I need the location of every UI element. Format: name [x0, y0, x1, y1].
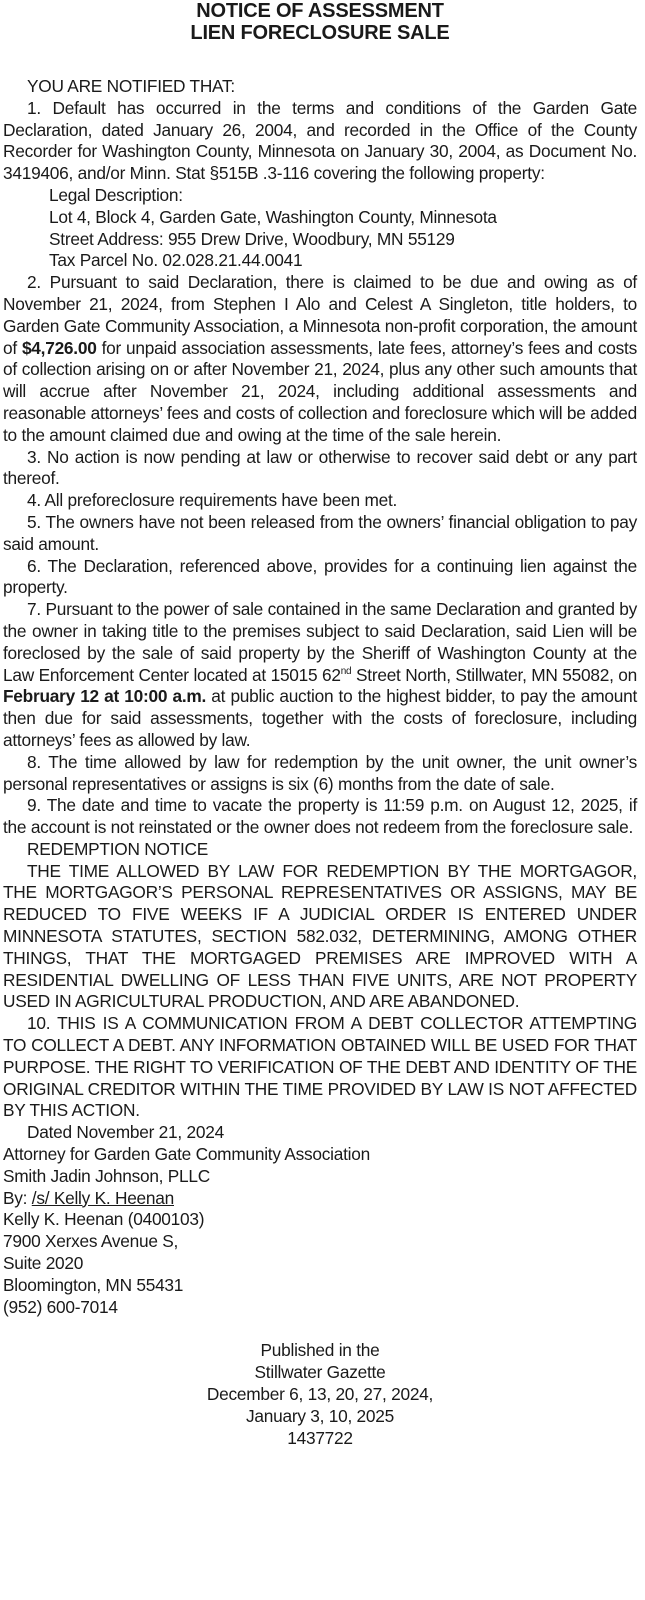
legal-line: Legal Description: — [49, 184, 183, 205]
text: 2. Pursuant to said Declaration, there is claimed to be due and owing as of November 21, 2024, from Stephen I Alo and Celest A Singleton, title holders, to Garden Gate Community Association, a Minnesota non-profit corporation, the amount of — [3, 272, 637, 358]
paragraph-5: 5. The owners have not been released from the owners’ financial obligation to pay said amount. — [3, 511, 637, 554]
signed-by — [3, 1188, 637, 1210]
address-line: Suite 2020 — [3, 1253, 84, 1274]
title-line: LIEN FORECLOSURE SALE — [190, 22, 450, 44]
text: at public auction to the highest bidder, to pay the amount then due for said assessments, together with the costs of foreclosure, including attorneys’ fees as allowed by law. — [3, 686, 637, 750]
redemption-heading: REDEMPTION NOTICE — [27, 838, 209, 859]
legal-description — [3, 185, 637, 272]
address-line: 7900 Xerxes Avenue S, — [3, 1231, 179, 1252]
redemption-text: THE TIME ALLOWED BY LAW FOR REDEMPTION BY THE MORTGAGOR, THE MORTGAGOR’S PERSONAL REPRESENTATIVES OR ASSIGNS, MAY BE REDUCED TO FIVE WEEKS IF A JUDICIAL ORDER IS ENTERED UNDER MINNESOTA STATUTES, SECTION 582.032, DETERMINING, AMONG OTHER THINGS, THAT THE MORTGAGED PREMISES ARE IMPROVED WITH A RESIDENTIAL DWELLING OF LESS THAN FIVE UNITS, ARE NOT PROPERTY USED IN AGRICULTURAL PRODUCTION, AND ARE ABANDONED. — [3, 860, 637, 1012]
dated: Dated November 21, 2024 — [27, 1122, 224, 1143]
text: for unpaid association assessments, late fees, attorney’s fees and costs of collection arising on or after November 21, 2024, plus any other such amounts that will accrue after November 21, 2024, including additional assessments and reasonable attorneys’ fees and costs of collection and foreclosure which will be added to the amount claimed due and owing at the time of the sale herein. — [3, 337, 637, 445]
intro: YOU ARE NOTIFIED THAT: — [27, 76, 235, 96]
text: Street North, Stillwater, MN 55082, on — [351, 664, 637, 685]
paragraph-8: 8. The time allowed by law for redemption by the unit owner, the unit owner’s personal representatives or assigns is six (6) months from the date of sale. — [3, 751, 637, 794]
phone: (952) 600-7014 — [3, 1296, 118, 1317]
legal-line: Lot 4, Block 4, Garden Gate, Washington County, Minnesota — [49, 206, 497, 227]
signature: /s/ Kelly K. Heenan — [31, 1187, 174, 1208]
sale-date: February 12 at 10:00 a.m. — [3, 686, 207, 707]
pub-line: Published in the — [260, 1340, 380, 1361]
pub-line: Stillwater Gazette — [254, 1362, 386, 1383]
paragraph-4: 4. All preforeclosure requirements have been met. — [27, 490, 398, 511]
city-line: Bloomington, MN 55431 — [3, 1274, 184, 1295]
signature-block — [3, 1144, 637, 1318]
paragraph-10: 10. THIS IS A COMMUNICATION FROM A DEBT COLLECTOR ATTEMPTING TO COLLECT A DEBT. ANY INFORMATION OBTAINED WILL BE USED FOR THAT PURPOSE. THE RIGHT TO VERIFICATION OF THE DEBT AND IDENTITY OF THE ORIGINAL CREDITOR WITHIN THE TIME PROVIDED BY LAW IS NOT AFFECTED BY THIS ACTION. — [3, 1013, 637, 1121]
paragraph-3: 3. No action is now pending at law or otherwise to recover said debt or any part thereof. — [3, 446, 637, 489]
title-line: NOTICE OF ASSESSMENT — [196, 0, 444, 22]
legal-line: Street Address: 955 Drew Drive, Woodbury, MN 55129 — [49, 228, 455, 249]
text: 7. Pursuant to the power of sale contained in the same Declaration and granted by the owner in taking title to the premises subject to said Declaration, said Lien will be foreclosed by the sale of said property by the Sheriff of Washington County at the Law Enforcement Center located at 15015 62 — [3, 599, 637, 685]
ordinal: nd — [340, 665, 352, 677]
paragraph-2 — [3, 272, 637, 446]
paragraph-1: 1. Default has occurred in the terms and conditions of the Garden Gate Declaration, dated January 26, 2004, and recorded in the Office of the County Recorder for Washington County, Minnesota on January 30, 2004, as Document No. 3419406, and/or Minn. Stat §515B .3-116 covering the following property: — [3, 97, 637, 184]
legal-line: Tax Parcel No. 02.028.21.44.0041 — [49, 250, 303, 271]
pub-line: December 6, 13, 20, 27, 2024, — [206, 1384, 434, 1405]
notice-body — [3, 76, 637, 1449]
attorney-name: Kelly K. Heenan (0400103) — [3, 1209, 205, 1230]
notice-title — [3, 0, 637, 44]
attorney-role: Attorney for Garden Gate Community Association — [3, 1144, 370, 1165]
pub-line: January 3, 10, 2025 — [245, 1405, 394, 1426]
by-label: By: — [3, 1187, 32, 1208]
amount: $4,726.00 — [21, 337, 97, 358]
paragraph-7 — [3, 599, 637, 752]
paragraph-9: 9. The date and time to vacate the property is 11:59 p.m. on August 12, 2025, if the account is not reinstated or the owner does not redeem from the foreclosure sale. — [3, 795, 637, 838]
publication-info — [3, 1340, 637, 1449]
paragraph-6: 6. The Declaration, referenced above, provides for a continuing lien against the property. — [3, 555, 637, 598]
ad-number: 1437722 — [287, 1427, 353, 1448]
law-firm: Smith Jadin Johnson, PLLC — [3, 1165, 211, 1186]
